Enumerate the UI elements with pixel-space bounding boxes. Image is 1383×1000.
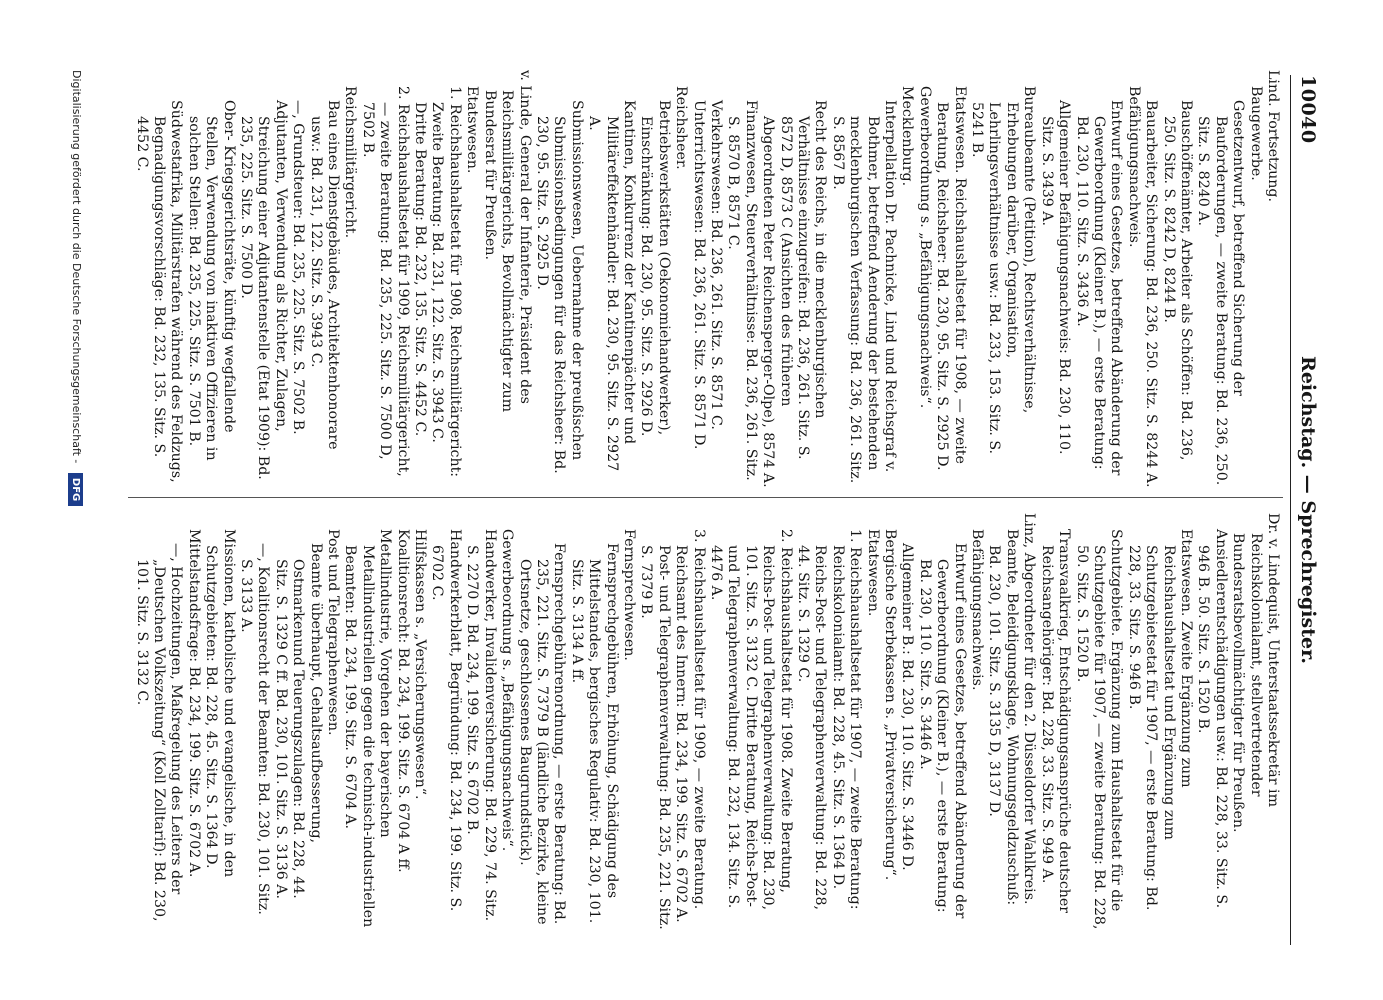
right-column-entry: —, Koalitionsrecht der Beamten: Bd. 230, 101. Sitz. S. 3133 A. (238, 543, 272, 915)
left-column-entry: Bauarbeiter, Sicherung: Bd. 236, 250. Sitz. S. 8244 A. (1143, 100, 1160, 488)
left-column-entry: Befähigungsnachweis. (1125, 86, 1142, 248)
left-column-entry: v. Linde, General der Infanterie, Präsident des Reichsmilitärgerichts, Bevollmächtigter zum Bundesrat für Preußen. (481, 70, 533, 413)
right-column-entry: Transvaalkrieg, Entschädigungsansprüche deutscher Reichsangehöriger: Bd. 228, 33. Sitz. S. 949 A. (1038, 529, 1073, 914)
left-column-entry: Südwestafrika, Militärstrafen während des Feldzugs, Begnadigungsvorschläge: Bd. 232, 135. Sitz. S. 4452 C. (133, 100, 185, 483)
left-column-entry: Kantinen, Konkurrenz der Kantinenpächter und Militäreffektenhändler: Bd. 230, 95. Sitz. S. 2927 A. (586, 100, 637, 472)
left-column-entry: Recht des Reichs, in die mecklenburgischen Verhältnisse einzugreifen: Bd. 236, 261. Sitz. S. 8572 D, 8573 C (Ansichten des früheren Abgeordneten Peter Reichensperger-Olpe), 8574 A. (760, 100, 829, 488)
left-column-entry: Gesetzentwurf, betreffend Sicherung der Bauforderungen, — zweite Beratung: Bd. 236, 250. Sitz. S. 8240 A. (1195, 100, 1247, 486)
digitization-footer (68, 70, 83, 950)
right-column-entry: Metallindustrie, Vorgehen der bayerischen Metallindustriellen gegen die technisch-industriellen Beamten: Bd. 234, 199. Sitz. S. 6704 A. (342, 529, 394, 928)
left-column-entry: Verkehrswesen: Bd. 236, 261. Sitz. S. 8571 C. (708, 100, 724, 430)
right-column-entry: Schutzgebiete. Ergänzung zum Haushaltsetat für die Schutzgebiete für 1907, — zweite Beratung: Bd. 228, 50. Sitz. S. 1520 B. (1073, 529, 1125, 930)
left-column-entry: 1. Reichshaushaltsetat für 1908, Reichsmilitärgericht: Zweite Beratung: Bd. 231, 122. Sitz. S. 3943 C. Dritte Beratung: Bd. 232, 135. Sitz. S. 4452 C. (412, 86, 463, 478)
right-column-entry: Mittelstandsfrage: Bd. 234, 199. Sitz. S. 6702 A. (185, 529, 202, 878)
left-column-entry: Lind. Fortsetzung. (1265, 70, 1281, 203)
left-column-entry: 2. Reichshaushaltsetat für 1909, Reichsmilitärgericht, — zweite Beratung: Bd. 235, 225. Sitz. S. 7500 D, 7502 B. (359, 86, 411, 477)
right-column-entry: Fernsprechwesen. (620, 529, 637, 661)
right-column-entry: 3. Reichshaushaltsetat für 1909, — zweite Beratung. Reichsamt des Innern: Bd. 234, 199. Sitz. S. 6702 A. Post- und Telegraphenverwaltung: Bd. 235, 221. Sitz. S. 7379 B. (638, 529, 707, 930)
column-divider (128, 497, 1283, 498)
left-column-entry: Ober- Kriegsgerichtsräte, künftig wegfallende Stellen, Verwendung von inaktiven Offizieren in solchen Stellen: Bd. 235, 225. Sitz. S. 7501 B. (185, 100, 237, 461)
right-column-entry: Bergische Sterbekassen s. „Privatversicherung“. (882, 529, 899, 881)
right-column-entry: Post und Telegraphenwesen. (325, 529, 342, 736)
left-column-entry: Betriebswerkstätten (Oekonomiehandwerker), Einschränkung: Bd. 230, 95. Sitz. S. 2926 D. (638, 100, 672, 437)
footer-text: Digitalisierung gefördert durch die Deutsche Forschungsgemeinschaft - (70, 70, 83, 464)
left-column-entry: Unterrichtswesen: Bd. 236, 261. Sitz. S. 8571 D. (690, 100, 707, 450)
running-title: Reichstag. — Sprechregister. (1297, 356, 1319, 664)
left-column-entry: Baugewerbe. (1247, 86, 1264, 181)
left-column-entry: Bureaubeamte (Petition), Rechtsverhältnisse, Erhebungen darüber, Organisation, Lehrlingsverhältnisse usw.: Bd. 233, 153. Sitz. S. 5241 B. (969, 86, 1038, 455)
left-column-entry: Allgemeiner Befähigungsnachweis: Bd. 230, 110. Sitz. S. 3439 A. (1038, 100, 1073, 455)
left-column-entry: Adjutanten, Verwendung als Richter, Zulagen, Streichung einer Adjutantenstelle (Etat 1909): Bd. 235, 225. Sitz. S. 7500 D. (238, 100, 289, 480)
right-column-entry: Koalitionsrecht: Bd. 234, 199. Sitz. S. 6704 A ff. (394, 529, 411, 873)
right-column-entry: Hilfskassen s. „Versicherungswesen“. (412, 529, 429, 800)
left-column-entry: Etatswesen. (464, 86, 481, 174)
left-column-entry: Mecklenburg. (899, 86, 916, 187)
right-column (132, 513, 1281, 931)
right-column-entry: 2. Reichshaushaltsetat für 1908. Zweite Beratung, Reichs-Post- und Telegraphenverwaltung: Bd. 230, 101. Sitz. S. 3132 C. Dritte Beratung, Reichs-Post- und Telegraphenverwaltung: Bd. 232, 134. Sitz. S. 4476 A. (708, 529, 794, 911)
page-header (1290, 75, 1325, 945)
right-column-entry: —, Hochzeitungen, Maßregelung des Leiters der „Deutschen Volkszeitung“ (Koll Zolltarif): Bd. 230, 101. Sitz. S. 3132 C. (133, 543, 185, 922)
right-column-entry: Linz, Abgeordneter für den 2. Düsseldorfer Wahlkreis. (1021, 513, 1038, 905)
right-column-entry: Entwurf eines Gesetzes, betreffend Abänderung der Gewerbeordnung (Kleiner B.), — erste Beratung: Bd. 230, 110. Sitz. S. 3446 A. (916, 543, 968, 919)
left-column-entry: Submissionswesen, Uebernahme der preußischen Submissionsbedingungen für das Reichsheer: Bd. 230, 95. Sitz. S. 2925 D. (533, 100, 585, 474)
left-column-entry: Reichsheer. (673, 86, 690, 170)
left-column-entry: Bauschöffenämter, Arbeiter als Schöffen: Bd. 236, 250. Sitz. S. 8242 D, 8244 B. (1160, 100, 1194, 461)
dfg-logo: DFG (68, 473, 83, 506)
left-column-entry: Reichsmilitärgericht. (342, 86, 359, 239)
left-column-entry: Etatswesen. Reichshaushaltsetat für 1908, — zweite Beratung, Reichsheer: Bd. 230, 95. Sitz. S. 2925 D. (934, 86, 968, 471)
right-column-entry: Handwerkerblatt, Begründung: Bd. 234, 199. Sitz. S. 6702 C. (429, 529, 463, 912)
right-column-entry: Ansiedlerentschädigungen usw.: Bd. 228, 33. Sitz. S. 946 B. 50. Sitz. S. 1520 B. (1195, 529, 1229, 909)
left-column-entry: Finanzwesen, Steuerverhältnisse: Bd. 236, 261. Sitz. S. 8570 B, 8571 C. (725, 100, 759, 481)
page-number: 10040 (1297, 75, 1319, 144)
right-column-entry: Etatswesen. (864, 529, 881, 617)
left-column (132, 70, 1281, 488)
right-column-entry: Missionen, katholische und evangelische, in den Schutzgebieten: Bd. 228, 45. Sitz. S. 1364 D. (203, 529, 237, 878)
right-column-entry: Gewerbeordnung s. „Befähigungsnachweis“. (499, 529, 516, 852)
right-column-entry: Beamte überhaupt, Gehaltsaufbesserung, Ostmarkenund Teuerungszulagen: Bd. 228, 44. Sitz. S. 1329 C ff. Bd. 230, 101. Sitz. S. 3136 A. (272, 543, 324, 900)
right-column-entry: 1. Reichshaushaltsetat für 1907, — zweite Beratung: Reichskolonialamt: Bd. 228, 45. Sitz. S. 1364 D. Reichs-Post- und Telegraphenverwaltung: Bd. 228, 44. Sitz. S. 1329 C. (795, 529, 864, 911)
right-column-entry: Handwerker, Invalidenversicherung: Bd. 229, 74. Sitz. S. 2270 D. Bd. 234, 199. Sitz. S. 6702 B. (464, 529, 498, 922)
right-column-entry: Befähigungsnachweis. (969, 529, 986, 691)
left-column-entry: Entwurf eines Gesetzes, betreffend Abänderung der Gewerbeordnung (Kleiner B.), — erste Beratung: Bd. 230, 110. Sitz. S. 3436 A. (1073, 100, 1125, 476)
left-column-entry: Interpellation Dr. Pachnicke, Lind und Reichsgraf v. Bothmer, betreffend Aenderung der bestehenden mecklenburgischen Verfassung: Bd. 236, 261. Sitz. S. 8567 B. (829, 100, 899, 484)
left-column-entry: —, Grundsteuer: Bd. 235, 225. Sitz. S. 7502 B. (290, 100, 307, 435)
right-column-entry: Dr. v. Lindequist, Unterstaatssekretär im Reichskolonialamt, stellvertretender Bundesratsbevollmächtigter für Preußen. (1230, 513, 1281, 833)
right-column-entry: Fernsprechgebühren, Erhöhung, Schädigung des Mittelstandes, bergisches Regulativ: Bd. 230, 101. Sitz. S. 3134 A ff. (568, 543, 620, 924)
left-column-entry: Gewerbeordnung s. „Befähigungsnachweis“. (916, 86, 933, 409)
right-column-entry: Allgemeiner B.: Bd. 230, 110. Sitz. S. 3446 D. (899, 543, 916, 871)
right-column-entry: Fernsprechgebührenordnung, — erste Beratung: Bd. 235, 221. Sitz. S. 7379 B (ländliche Bezirke, kleine Ortsnetze, geschlossenes Baugrundstück). (516, 543, 568, 925)
right-column-entry: Etatswesen. Zweite Ergänzung zum Reichshaushaltsetat und Ergänzung zum Schutzgebietsetat für 1907, — erste Beratung: Bd. 228, 33. Sitz. S. 946 B. (1125, 529, 1194, 911)
right-column-entry: Beamte, Beleidigungsklage, Wohnungsgeldzuschuß: Bd. 230, 101. Sitz. S. 3135 D, 3137 D. (986, 529, 1020, 906)
left-column-entry: Bau eines Dienstgebäudes, Architektenhonorare usw.: Bd. 231, 122. Sitz. S. 3943 C. (307, 100, 342, 450)
